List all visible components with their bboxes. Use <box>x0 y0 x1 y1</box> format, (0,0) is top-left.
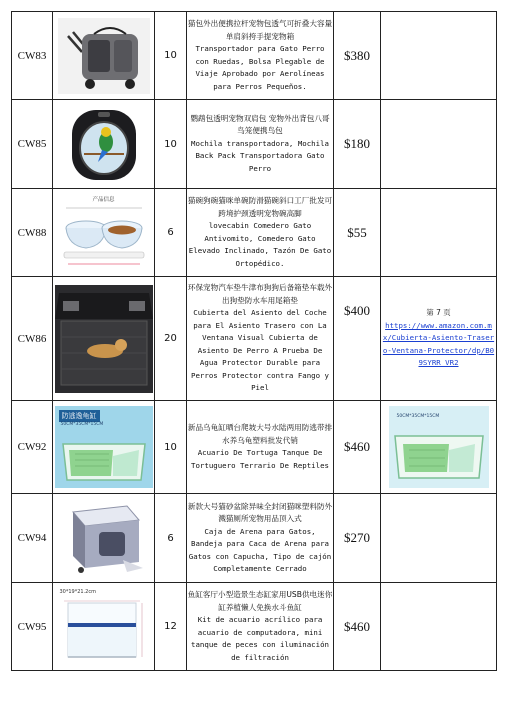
product-image <box>53 277 155 401</box>
car-trunk-dog-mat-icon <box>55 285 153 393</box>
description <box>187 100 334 189</box>
page-number: 第 7 页 <box>426 308 451 318</box>
description-es: Kit de acuario acrílico para acuario de computadora, mini tanque de peces con iluminación de filtración <box>191 615 329 662</box>
product-image <box>53 189 155 277</box>
quantity: 12 <box>155 583 187 671</box>
description-es: Transportador para Gato Perro con Ruedas, Bolsa Plegable de Viaje Aprobado por Aerolíneas para Perros Pequeños. <box>195 44 325 91</box>
description-es: Cubierta del Asiento del Coche para El Asiento Trasero con La Ventana Visual Cubierta de Asiento De Perro A Prueba De Agua Protector Durable para Perros Protector contra Fango y Piel <box>191 308 329 393</box>
image-caption: 30*19*21.2cm <box>59 588 96 595</box>
description-cn: 猫包外出便携拉杆宠物包透气可折叠大容量单肩斜挎手提宠物箱 <box>187 19 333 41</box>
turtle-tank-graphic <box>55 406 153 488</box>
quantity: 20 <box>155 277 187 401</box>
cat-litter-box-icon <box>61 498 147 578</box>
price: $380 <box>334 12 381 100</box>
description <box>187 12 334 100</box>
link-cell <box>381 401 497 494</box>
image-caption: 产品信息 <box>92 196 115 203</box>
product-image <box>53 401 155 494</box>
description-es: Acuario De Tortuga Tanque De Tortuguero Terrario De Reptiles <box>191 448 329 470</box>
turtle-tank-icon <box>55 406 153 488</box>
link-cell <box>381 277 497 401</box>
table-row <box>12 189 497 277</box>
quantity: 10 <box>155 401 187 494</box>
turtle-tank-detail-graphic <box>389 406 489 488</box>
product-image <box>53 100 155 189</box>
table-row <box>12 277 497 401</box>
quantity: 6 <box>155 494 187 583</box>
price: $55 <box>334 189 381 277</box>
price: $270 <box>334 494 381 583</box>
product-code: CW94 <box>12 494 53 583</box>
price: $460 <box>334 583 381 671</box>
product-code: CW86 <box>12 277 53 401</box>
link-cell <box>381 12 497 100</box>
description <box>187 401 334 494</box>
product-link[interactable]: https://www.amazon.com.mx/Cubierta-Asiento-Trasero-Ventana-Protector/dp/B09SYRR VR2 <box>382 320 495 368</box>
quantity: 6 <box>155 189 187 277</box>
description-cn: 新品乌龟缸晒台爬坡大号水陆两用防逃带排水养乌龟塑料批发代销 <box>187 423 333 445</box>
product-code: CW83 <box>12 12 53 100</box>
price: $460 <box>334 401 381 494</box>
double-pet-bowl-graphic <box>58 194 150 272</box>
image-size-label: 50CM*35CM*15CM <box>396 414 440 419</box>
table-row <box>12 12 497 100</box>
description-cn: 环保宠物汽车垫牛津布狗狗后备箱垫车载外出狗垫防水车用尾箱垫 <box>187 283 333 305</box>
description <box>187 494 334 583</box>
description-es: Mochila transportadora, Mochila Back Pack Transportadora Gato Perro <box>191 138 329 173</box>
description-es: Caja de Arena para Gatos, Bandeja para Caca de Arena para Gatos con Capucha, Tipo de cajón Completamente Cerrado <box>188 526 332 573</box>
table-row <box>12 100 497 189</box>
description <box>187 277 334 401</box>
product-table <box>11 11 497 671</box>
link-cell <box>381 494 497 583</box>
double-pet-bowl-icon <box>58 194 150 272</box>
link-cell <box>381 100 497 189</box>
bird-backpack-icon <box>64 104 144 184</box>
table-row <box>12 494 497 583</box>
table-row <box>12 401 497 494</box>
product-code: CW92 <box>12 401 53 494</box>
product-image <box>53 583 155 671</box>
price: $400 <box>334 277 381 401</box>
description <box>187 189 334 277</box>
product-code: CW85 <box>12 100 53 189</box>
pet-trolley-carrier-icon <box>58 18 150 94</box>
link-cell <box>381 189 497 277</box>
image-size-label: 50CM*35CM*15CM <box>60 422 104 427</box>
price: $180 <box>334 100 381 189</box>
description <box>187 583 334 671</box>
mini-aquarium-graphic <box>58 587 150 667</box>
description-cn: 鹦鹉包透明宠物双肩包 宠物外出背包八哥鸟笼便携鸟包 <box>190 113 330 136</box>
product-image <box>53 494 155 583</box>
product-code: CW95 <box>12 583 53 671</box>
table-row <box>12 583 497 671</box>
mini-aquarium-icon <box>58 587 150 667</box>
description-cn: 鱼缸客厅小型造景生态缸家用USB供电迷你缸养植懒人免换水斗鱼缸 <box>187 590 333 612</box>
description-es: lovecabin Comedero Gato Antivomito, Comedero Gato Elevado Inclinado, Tazón De Gato Ortopédico. <box>188 221 332 268</box>
turtle-tank-detail-icon <box>389 406 489 488</box>
description-cn: 新款大号猫砂盆除异味全封闭猫咪塑料防外溅猫厕所宠物用品顶入式 <box>187 501 333 523</box>
quantity: 10 <box>155 12 187 100</box>
product-code: CW88 <box>12 189 53 277</box>
description-cn: 猫碗狗碗猫咪单碗防滑猫碗斜口工厂批发可跨境护颈透明宠物碗高脚 <box>187 196 333 218</box>
quantity: 10 <box>155 100 187 189</box>
image-caption: 防逃逸龟缸 <box>59 410 100 422</box>
product-image <box>53 12 155 100</box>
link-cell <box>381 583 497 671</box>
